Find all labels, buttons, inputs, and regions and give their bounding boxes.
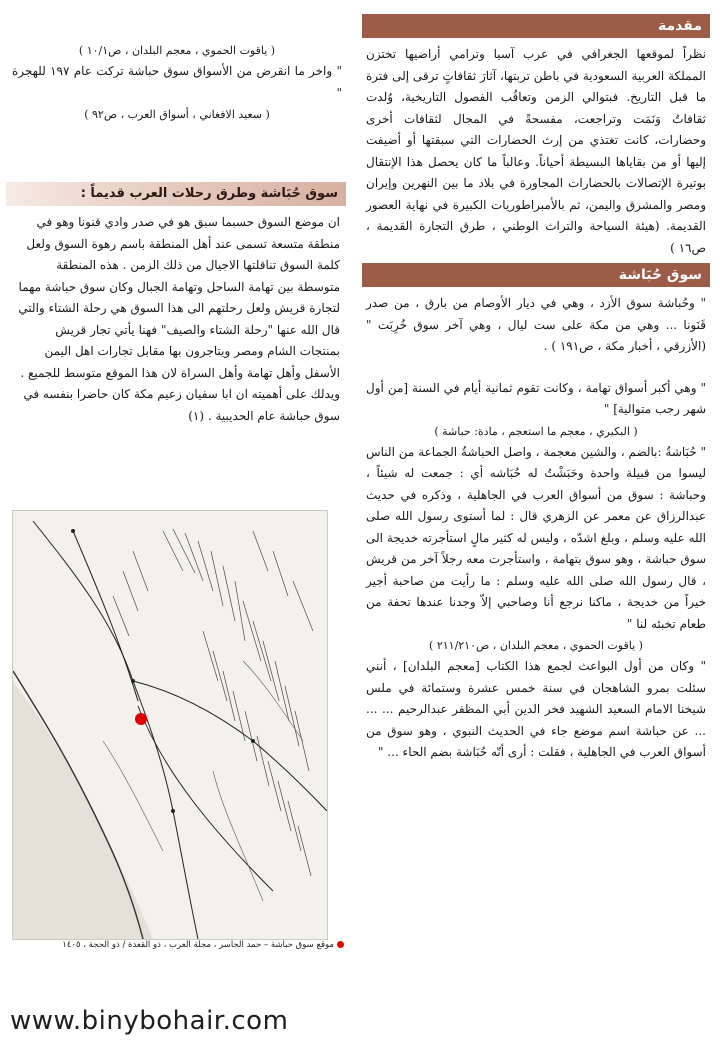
quote-bakri: " وهي أكبر أسواق تهامة ، وكانت تقوم ثمانية أيام في السنة [من أول شهر رجب متوالية] " [366, 380, 706, 416]
right-column [362, 14, 710, 764]
historical-map [12, 510, 328, 940]
citation-bakri: ( البكيري ، معجم ما استعجم ، مادة: حباشة ) [434, 424, 638, 438]
quote-yaqut: " حُبَاشةُ :بالضم ، والشين معجمة ، واصل الحباشةُ الجماعة من الناس ليسوا من قبيلة واحدة وحَبَشْتُ له حُبَاشه أي : جمعت له شيئاً ، وحباشة : سوق من أسواق العرب في الجاهلية ، وذكره في حديث عبدالرزاق عن معمر عن الزهري قال : لما أستوى رسول الله صلى الله عليه وسلم ، وبلغ اشدّه ، وليس له كثير مالٍ استأجرته خديجة الى سوق حباشة ، وهو سوق بتهامة ، واستأجرت معه رجلاً آخر من قريش ، قال رسول الله صلى الله عليه وسلم : ما رأيت من صاحبة أجير خيراً من خديجة ، ماكنا نرجع أنا وصاحبي إلاّ وجدنا عندها تحفة من طعام تخبئه لنا " [366, 444, 706, 631]
site-watermark[interactable]: www.binybohair.com [10, 1006, 289, 1036]
souq-heading: سوق حُبَاشة [362, 263, 710, 287]
routes-paragraph: ان موضع السوق حسبما سبق هو في صدر وادي قنونا وهو في منطقة متسعة تسمى عند أهل المنطقة باسم رهوة السوق ولعل كلمة السوق تناقلتها الاجيال من ذلك الزمن . هذه المنطقة متوسطة بين تهامة الساحل وتهامة الجبال وكان سوق حباشة مهما لتجارة قريش ولعل رحلتهم الى هذا السوق هي رحلة الشتاء والتي قال الله عنها "رحلة الشتاء والصيف" فهنا يأتي تجار قريش بمنتجات الشام ومصر ويتاجرون بها مقابل تجارات اهل اليمن الأسفل وأهل تهامة وأهل السراة لان هذا الموقع متوسط للجميع . ويدلك على أهميته ان ابا سفيان زعيم مكة كان حاضرا بنفسه في سوق حباشة عام الحديبية . (١) [18, 215, 340, 423]
intro-paragraph: نظراً لموقعها الجغرافي في عرب آسيا وترامي أراضيها تختزن المملكة العربية السعودية في باطن تربتها، آثارَ ثقافاتٍ ترقى إلى فترة ما قبل التاريخ. فبتوالي الزمن وتعاقُب الفصول التاريخية، وُلدت ثقافاتٌ وَنَمَت وتراجعت، مفسحةً في المجال لثقافات أخرى وحضارات، كانت تغتذي من إرث الحضارات التي سبقتها أو أضيفت إليها أو من بقاياها البسيطة أحياناً. وعالباً ما كان يحصل هذا الإنتقال بوتيرة الإتصالات بالحضارات المجاورة في بلاد ما بين النهرين وإيران ومصر والمشرق واليمن، ثم بالأمبراطوريات الكبيرة في نهاية العصور القديمة. (هيئة السياحة والتراث الوطني ، طرق التجارة القديمة ، ص١٦ ) [366, 47, 706, 255]
marker-legend-icon [337, 941, 344, 948]
souq-location-marker [135, 713, 147, 725]
left-column-top [8, 40, 346, 125]
citation-afghani: ( سعيد الافغاني ، أسواق العرب ، ص٩٢ ) [84, 108, 270, 121]
quote-mujam: " وكان من أول البواعث لجمع هذا الكتاب [معجم البلدان] ، أنني سئلت بمرو الشاهجان في سنة خمس عشرة وستمائة في ملس شيخنا الامام السعيد الشهيد فخر الدين أبي المظفر عبدالرحيم ... ... ... عن حباشة اسم موضع جاء في الحديث النبوي ، وهو سوق من أسواق العرب في الجاهلية ، فقلت : أرى أنّه حُبَاشة بضم الحاء ... " [366, 659, 706, 759]
left-column-body [8, 212, 344, 427]
citation-yaqut: ( ياقوت الحموي ، معجم البلدان ، ص٢١١/٢١٠ ) [429, 639, 643, 652]
intro-heading: مقدمة [362, 14, 710, 38]
quote-azraqi: " وحُباشة سوق الأزد ، وهي في ديار الأوصام من بارق ، من صدر قَنَونا ... وهي من مكة على ست ليال ، وهي آخر سوق خُرِبَت " (الأزرقي ، أخبار مكة ، ص١٩١ ) . [366, 296, 706, 353]
spacer [362, 358, 710, 378]
citation-yaqut-top: ( ياقوت الحموي ، معجم البلدان ، ص١٠/١ ) [78, 44, 276, 57]
routes-heading: سوق حُبَاشة وطرق رحلات العرب قديماً : [6, 182, 346, 206]
map-caption [34, 940, 344, 950]
quote-afghani: " واخر ما انقرض من الأسواق سوق حباشة تركت عام ١٩٧ للهجرة " [12, 64, 342, 100]
map-caption-text: موقع سوق حباشة – حمد الجاسر ، مجلة العرب ، ذو القعدة / ذو الحجة ، ١٤٠٥ [62, 940, 334, 950]
map-drawing [13, 511, 327, 939]
